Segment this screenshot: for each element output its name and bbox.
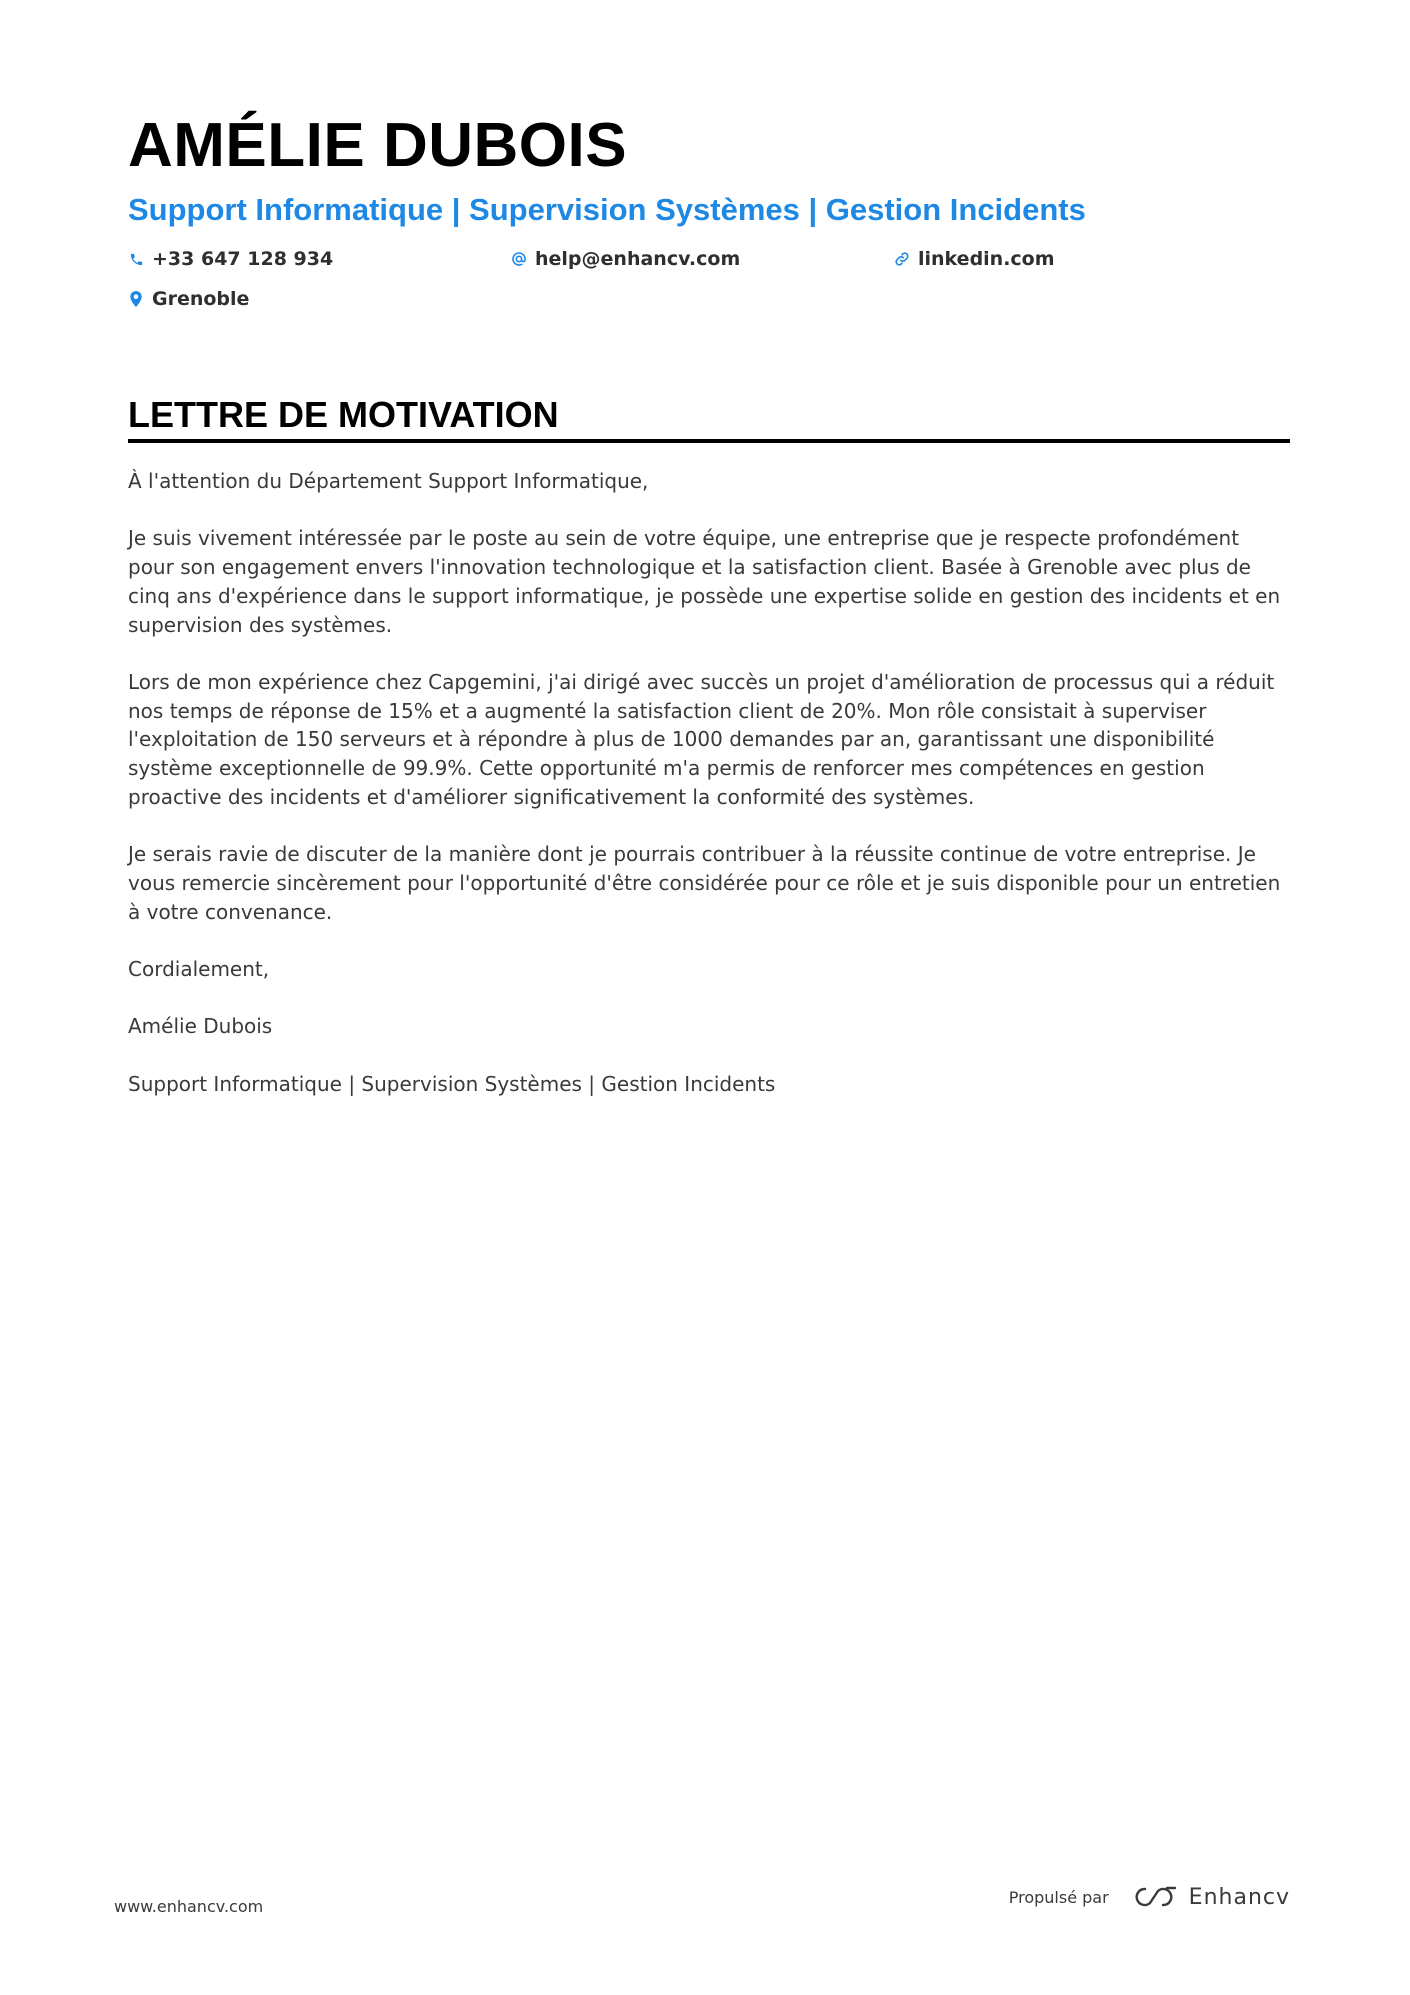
letter-paragraph: Je serais ravie de discuter de la manière dont je pourrais contribuer à la réussite continue de votre entreprise. Je vous remercie sincèrement pour l'opportunité d'être considérée pour ce rôle et je suis disponible pour un entretien à votre convenance.: [128, 842, 1281, 924]
letter-closing: Cordialement,: [128, 956, 270, 981]
footer-website[interactable]: www.enhancv.com: [114, 1897, 264, 1916]
signature-title: Support Informatique | Supervision Systèmes | Gestion Incidents: [128, 1071, 776, 1096]
section-divider: [128, 439, 1290, 443]
location-pin-icon: [128, 291, 144, 307]
footer-branding: [1009, 1884, 1290, 1910]
candidate-headline: Support Informatique | Supervision Systèmes | Gestion Incidents: [128, 192, 1086, 227]
link-icon: [894, 251, 910, 267]
phone-icon: [128, 251, 144, 267]
letter-greeting: À l'attention du Département Support Informatique,: [128, 469, 649, 493]
letter-paragraph: Je suis vivement intéressée par le poste au sein de votre équipe, une entreprise que je respecte profondément pour son engagement envers l'innovation technologique et la satisfaction client. Basée à Grenoble avec plus de cinq ans d'expérience dans le support informatique, je possède une expertise solide en gestion des incidents et en supervision des systèmes.: [128, 526, 1281, 637]
signature-name: Amélie Dubois: [128, 1014, 273, 1039]
location-text: Grenoble: [152, 288, 250, 310]
brand-name: Enhancv: [1188, 1884, 1290, 1910]
contact-link[interactable]: [894, 244, 1277, 274]
candidate-name: AMÉLIE DUBOIS: [128, 111, 628, 180]
cover-letter-section: [128, 393, 1290, 1127]
link-text: linkedin.com: [918, 248, 1055, 270]
email-text: help@enhancv.com: [535, 248, 741, 270]
letter-body: [128, 467, 1290, 1098]
letter-paragraph: Lors de mon expérience chez Capgemini, j'ai dirigé avec succès un projet d'amélioration de processus qui a réduit nos temps de réponse de 15% et a augmenté la satisfaction client de 20%. Mon rôle consistait à superviser l'exploitation de 150 serveurs et à répondre à plus de 1000 demandes par an, garantissant une disponibilité système exceptionnelle de 99.9%. Cette opportunité m'a permis de renforcer mes compétences en gestion proactive des incidents et d'améliorer significativement la conformité des systèmes.: [128, 669, 1275, 809]
powered-by-label: Propulsé par: [1008, 1887, 1109, 1907]
contact-location: [128, 284, 511, 314]
phone-text: +33 647 128 934: [152, 248, 334, 270]
section-title: LETTRE DE MOTIVATION: [128, 394, 559, 435]
contact-phone[interactable]: [128, 244, 511, 274]
at-icon: [511, 251, 527, 267]
contact-list: [128, 244, 1288, 314]
contact-email[interactable]: [511, 244, 894, 274]
header: [128, 108, 1288, 314]
enhancv-logo-icon: [1131, 1884, 1177, 1910]
